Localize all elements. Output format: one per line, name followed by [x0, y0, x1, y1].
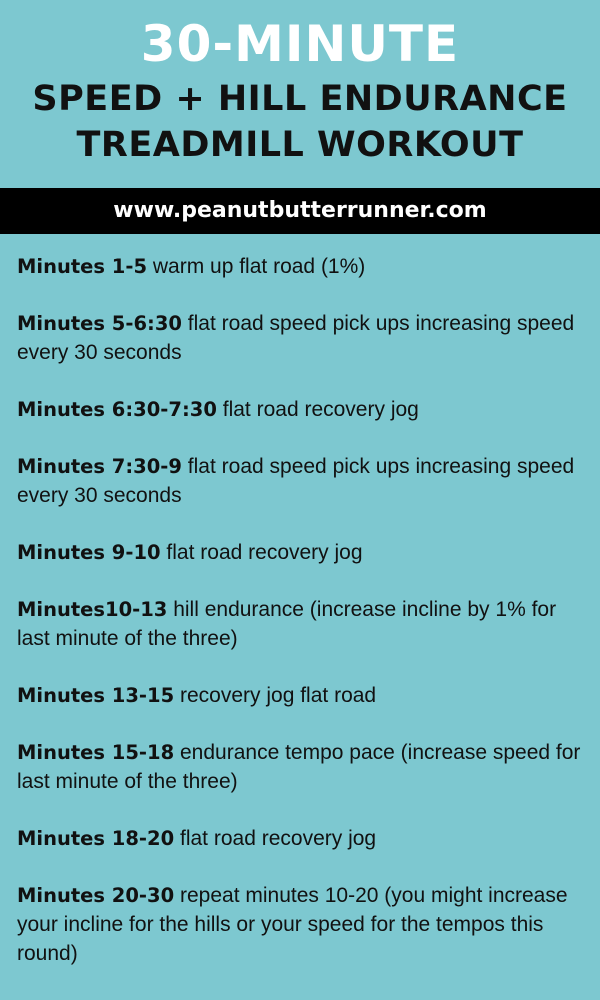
workout-step	[17, 681, 585, 710]
title-main: 30-MINUTE	[140, 15, 460, 73]
step-text: flat road recovery jog	[216, 398, 419, 421]
workout-step	[17, 824, 585, 853]
step-label: Minutes 20-30	[17, 884, 175, 907]
workout-step	[17, 738, 585, 796]
title-subtitle-line2: TREADMILL WORKOUT	[76, 125, 524, 165]
step-text: repeat minutes 10-20 (you might increase your incline for the hills or your speed for the tempos this round)	[17, 884, 568, 965]
workout-step	[17, 595, 585, 653]
workout-step	[17, 252, 585, 281]
step-label: Minutes 6:30-7:30	[17, 398, 217, 421]
step-text: endurance tempo pace (increase speed for last minute of the three)	[17, 741, 581, 793]
step-text: flat road recovery jog	[160, 541, 363, 564]
step-label: Minutes 1-5	[17, 255, 148, 278]
workout-step	[17, 538, 585, 567]
step-text: hill endurance (increase incline by 1% for last minute of the three)	[17, 598, 557, 650]
title-subtitle-line1: SPEED + HILL ENDURANCE	[32, 79, 568, 119]
step-text: flat road recovery jog	[174, 827, 377, 850]
header	[0, 0, 600, 168]
step-text: flat road speed pick ups increasing speed every 30 seconds	[17, 312, 575, 364]
step-label: Minutes 13-15	[17, 684, 175, 707]
workout-step	[17, 452, 585, 510]
workout-steps-list	[17, 252, 585, 996]
step-label: Minutes 7:30-9	[17, 455, 182, 478]
step-label: Minutes 5-6:30	[17, 312, 182, 335]
workout-step	[17, 395, 585, 424]
step-label: Minutes 15-18	[17, 741, 175, 764]
step-text: recovery jog flat road	[174, 684, 377, 707]
workout-step	[17, 881, 585, 968]
website-url: www.peanutbutterrunner.com	[113, 198, 487, 223]
step-text: flat road speed pick ups increasing speed every 30 seconds	[17, 455, 575, 507]
step-label: Minutes 9-10	[17, 541, 161, 564]
website-banner	[0, 188, 600, 234]
workout-step	[17, 309, 585, 367]
step-label: Minutes 18-20	[17, 827, 175, 850]
step-text: warm up flat road (1%)	[147, 255, 366, 278]
step-label: Minutes10-13	[17, 598, 168, 621]
